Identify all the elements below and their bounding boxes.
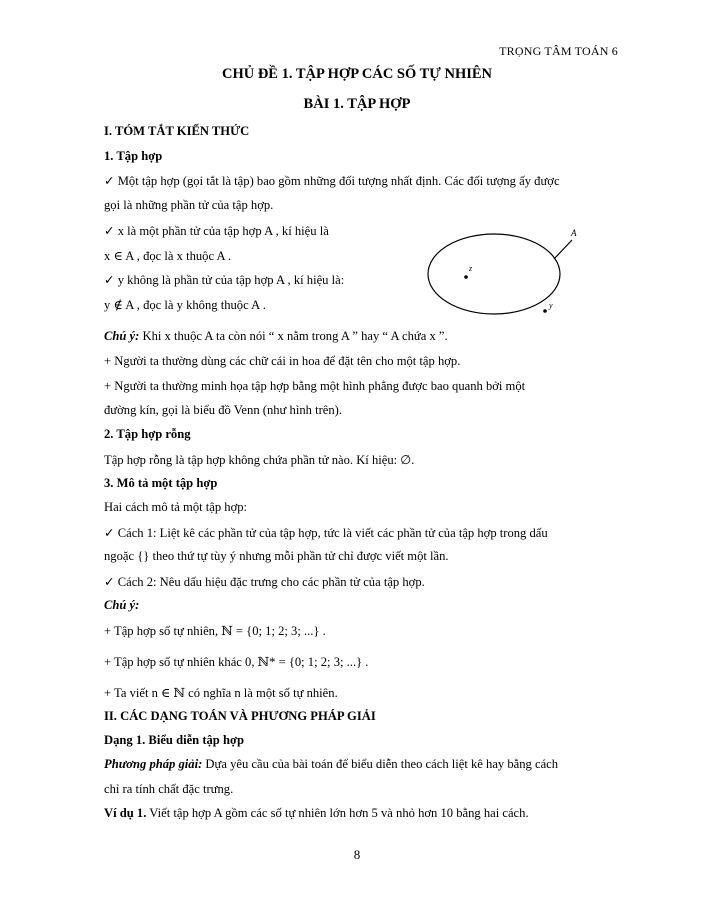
subheading-empty-set: 2. Tập hợp rỗng: [104, 427, 191, 441]
example-text: Viết tập hợp A gồm các số tự nhiên lớn hơn 5 và nhỏ hơn 10 bằng hai cách.: [146, 806, 529, 820]
paragraph-line: đường kín, gọi là biểu đồ Venn (như hình trên).: [104, 403, 342, 417]
subheading-set: 1. Tập hợp: [104, 149, 163, 163]
method-label: Phương pháp giải:: [104, 757, 203, 771]
note-label: Chú ý:: [104, 329, 140, 343]
note-text: Khi x thuộc A ta còn nói “ x nằm trong A ” hay “ A chứa x ”.: [139, 329, 448, 343]
subheading-type-1: Dạng 1. Biểu diễn tập hợp: [104, 733, 244, 747]
paragraph-line: ✓ y không là phần tử của tập hợp A , kí hiệu là:: [104, 273, 345, 287]
note-line: [104, 329, 448, 344]
paragraph-line: x ∈ A , đọc là x thuộc A .: [104, 249, 232, 263]
paragraph-line: + Tập hợp số tự nhiên khác 0, ℕ* = {0; 1; 2; 3; ...} .: [104, 655, 369, 669]
paragraph-line: y ∉ A , đọc là y không thuộc A .: [104, 298, 266, 312]
example-label: Ví dụ 1.: [104, 806, 147, 820]
subheading-describe-set: 3. Mô tả một tập hợp: [104, 476, 218, 490]
note-label: Chú ý:: [104, 598, 140, 612]
method-text: Dựa yêu cầu của bài toán để biểu diễn theo cách liệt kê hay bằng cách: [202, 757, 559, 771]
paragraph-line: ✓ x là một phần tử của tập hợp A , kí hiệu là: [104, 224, 329, 238]
running-header: TRỌNG TÂM TOÁN 6: [499, 44, 618, 58]
paragraph-line: ✓ Cách 1: Liệt kê các phần tử của tập hợp, tức là viết các phần tử của tập hợp trong dấu: [104, 526, 548, 540]
element-point-z: [464, 275, 468, 279]
paragraph-line: chỉ ra tính chất đặc trưng.: [104, 782, 234, 796]
paragraph-line: gọi là những phần tử của tập hợp.: [104, 198, 274, 212]
element-point-y: [543, 309, 547, 313]
paragraph-line: Hai cách mô tả một tập hợp:: [104, 500, 248, 514]
venn-diagram: [420, 222, 580, 322]
paragraph-line: + Người ta thường dùng các chữ cái in hoa để đặt tên cho một tập hợp.: [104, 354, 461, 368]
section-heading-2: II. CÁC DẠNG TOÁN VÀ PHƯƠNG PHÁP GIẢI: [104, 709, 376, 723]
element-label-z: z: [469, 264, 473, 273]
paragraph-line: + Ta viết n ∈ ℕ có nghĩa n là một số tự nhiên.: [104, 686, 338, 700]
set-ellipse: [428, 234, 560, 314]
section-heading-1: I. TÓM TẮT KIẾN THỨC: [104, 124, 250, 138]
topic-title: CHỦ ĐỀ 1. TẬP HỢP CÁC SỐ TỰ NHIÊN: [221, 66, 493, 82]
set-pointer-line: [554, 240, 572, 259]
paragraph-line: ngoặc {} theo thứ tự tùy ý nhưng mỗi phần tử chỉ được viết một lần.: [104, 549, 449, 563]
example-line: [104, 806, 529, 821]
paragraph-line: ✓ Cách 2: Nêu dấu hiệu đặc trưng cho các phần tử của tập hợp.: [104, 575, 425, 589]
paragraph-line: + Tập hợp số tự nhiên, ℕ = {0; 1; 2; 3; ...} .: [104, 624, 326, 638]
element-label-y: y: [549, 301, 553, 310]
paragraph-line: ✓ Một tập hợp (gọi tắt là tập) bao gồm những đối tượng nhất định. Các đối tượng ấy được: [104, 174, 560, 188]
page-number: 8: [353, 847, 361, 862]
lesson-title: BÀI 1. TẬP HỢP: [303, 96, 411, 112]
paragraph-line: + Người ta thường minh họa tập hợp bằng một hình phẳng được bao quanh bởi một: [104, 379, 526, 393]
method-line: [104, 757, 558, 772]
paragraph-line: Tập hợp rỗng là tập hợp không chứa phần tử nào. Kí hiệu: ∅.: [104, 453, 415, 467]
set-label: A: [571, 228, 577, 238]
